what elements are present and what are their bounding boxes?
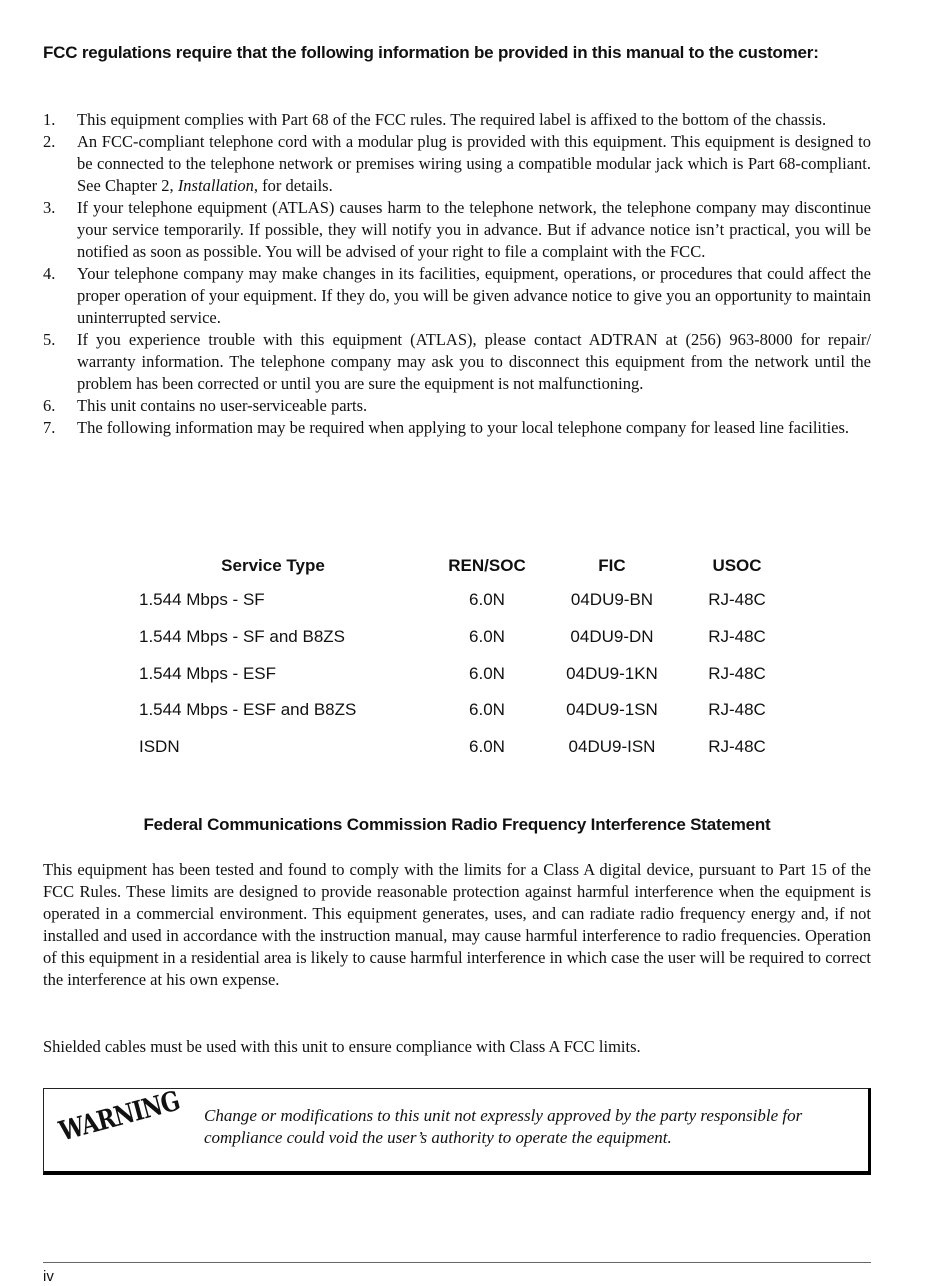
warning-stamp-icon: WARNING bbox=[55, 1085, 183, 1148]
list-item-number: 6. bbox=[43, 396, 56, 415]
list-item-text: This unit contains no user-serviceable parts. bbox=[77, 396, 368, 415]
list-item bbox=[43, 109, 871, 131]
list-item-number: 3. bbox=[43, 198, 56, 217]
list-item-text: This equipment complies with Part 68 of the FCC rules. The required label is affixed to the bottom of the chassis. bbox=[77, 110, 827, 129]
cell-usoc: RJ-48C bbox=[708, 663, 766, 683]
list-item-text bbox=[77, 132, 871, 195]
rf-statement-heading: Federal Communications Commission Radio Frequency Interference Statement bbox=[143, 815, 771, 834]
cell-service-type: 1.544 Mbps - SF and B8ZS bbox=[139, 627, 345, 647]
chapter-reference: Installation bbox=[177, 176, 254, 195]
cell-fic: 04DU9-1KN bbox=[566, 663, 658, 683]
service-type-table bbox=[139, 556, 797, 765]
list-item-number: 4. bbox=[43, 264, 56, 283]
header-usoc: USOC bbox=[712, 556, 762, 575]
list-item bbox=[43, 395, 871, 417]
cell-usoc: RJ-48C bbox=[708, 700, 766, 720]
rf-statement-paragraph: This equipment has been tested and found to comply with the limits for a Class A digital device, pursuant to Part 15 of the FCC Rules. These limits are designed to provide reasonable protection against harmful interference when the equipment is operated in a commercial environment. This equipment generates, uses, and can radiate radio frequency energy and, if not installed and used in accordance with the instruction manual, may cause harmful interference to radio frequencies. Operation of this equipment in a residential area is likely to cause harmful interference in which case the user will be required to correct the interference at his own expense. bbox=[43, 860, 871, 989]
list-item-text-pre: An FCC-compliant telephone cord with a modular plug is provided with this equipment. This equipment is designed to be connected to the telephone network or premises wiring using a compatible modular jack which is Part 68-compliant. See Chapter 2, bbox=[77, 132, 871, 195]
list-item-number: 1. bbox=[43, 110, 56, 129]
table-row bbox=[139, 655, 797, 692]
list-item-number: 7. bbox=[43, 418, 56, 437]
list-item bbox=[43, 329, 871, 395]
table-row bbox=[139, 729, 797, 766]
shielded-cables-paragraph: Shielded cables must be used with this unit to ensure compliance with Class A FCC limits. bbox=[43, 1037, 641, 1056]
cell-service-type: 1.544 Mbps - ESF and B8ZS bbox=[139, 700, 357, 720]
list-item bbox=[43, 131, 871, 197]
table-header-row bbox=[139, 556, 797, 582]
list-item-text-post: , for details. bbox=[253, 176, 333, 195]
page-number: iv bbox=[43, 1268, 54, 1285]
list-item-text: If your telephone equipment (ATLAS) causes harm to the telephone network, the telephone company may discontinue your service temporarily. If possible, they will notify you in advance. But if advance notice isn’t practical, you will be notified as soon as possible. You will be advised of your right to file a complaint with the FCC. bbox=[77, 198, 871, 261]
list-item-text: Your telephone company may make changes in its facilities, equipment, operations, or procedures that could affect the proper operation of your equipment. If they do, you will be given advance notice to give you an opportunity to maintain uninterrupted service. bbox=[77, 264, 871, 327]
cell-ren-soc: 6.0N bbox=[469, 663, 505, 683]
warning-box bbox=[43, 1085, 871, 1175]
header-fic: FIC bbox=[598, 556, 626, 575]
cell-ren-soc: 6.0N bbox=[469, 627, 505, 647]
list-item bbox=[43, 417, 871, 439]
cell-ren-soc: 6.0N bbox=[469, 700, 505, 720]
header-ren-soc: REN/SOC bbox=[448, 556, 526, 575]
list-item-text: If you experience trouble with this equipment (ATLAS), please contact ADTRAN at (256) 963-8000 for repair/ warranty information. The telephone company may ask you to disconnect this equipment from the network until the problem has been corrected or until you are sure the equipment is not malfunctioning. bbox=[77, 330, 871, 393]
cell-usoc: RJ-48C bbox=[708, 627, 766, 647]
cell-service-type: 1.544 Mbps - ESF bbox=[139, 663, 277, 683]
header-service-type: Service Type bbox=[221, 556, 325, 575]
cell-service-type: 1.544 Mbps - SF bbox=[139, 590, 265, 610]
list-item bbox=[43, 263, 871, 329]
cell-usoc: RJ-48C bbox=[708, 590, 766, 610]
list-item-number: 5. bbox=[43, 330, 56, 349]
fcc-requirements-list bbox=[43, 109, 871, 439]
table-row bbox=[139, 582, 797, 619]
table-row bbox=[139, 619, 797, 656]
list-item-number: 2. bbox=[43, 132, 56, 151]
cell-service-type: ISDN bbox=[139, 737, 180, 757]
list-item bbox=[43, 197, 871, 263]
table-row bbox=[139, 692, 797, 729]
cell-fic: 04DU9-ISN bbox=[568, 737, 656, 757]
cell-ren-soc: 6.0N bbox=[469, 590, 505, 610]
intro-heading: FCC regulations require that the following information be provided in this manual to the customer: bbox=[43, 43, 819, 62]
footer-divider bbox=[43, 1262, 871, 1263]
warning-text: Change or modifications to this unit not expressly approved by the party responsible for compliance could void the user’s authority to operate the equipment. bbox=[204, 1106, 803, 1147]
list-item-text: The following information may be required when applying to your local telephone company for leased line facilities. bbox=[77, 418, 850, 437]
cell-usoc: RJ-48C bbox=[708, 737, 766, 757]
cell-ren-soc: 6.0N bbox=[469, 737, 505, 757]
cell-fic: 04DU9-1SN bbox=[566, 700, 658, 720]
cell-fic: 04DU9-BN bbox=[570, 590, 654, 610]
cell-fic: 04DU9-DN bbox=[570, 627, 654, 647]
